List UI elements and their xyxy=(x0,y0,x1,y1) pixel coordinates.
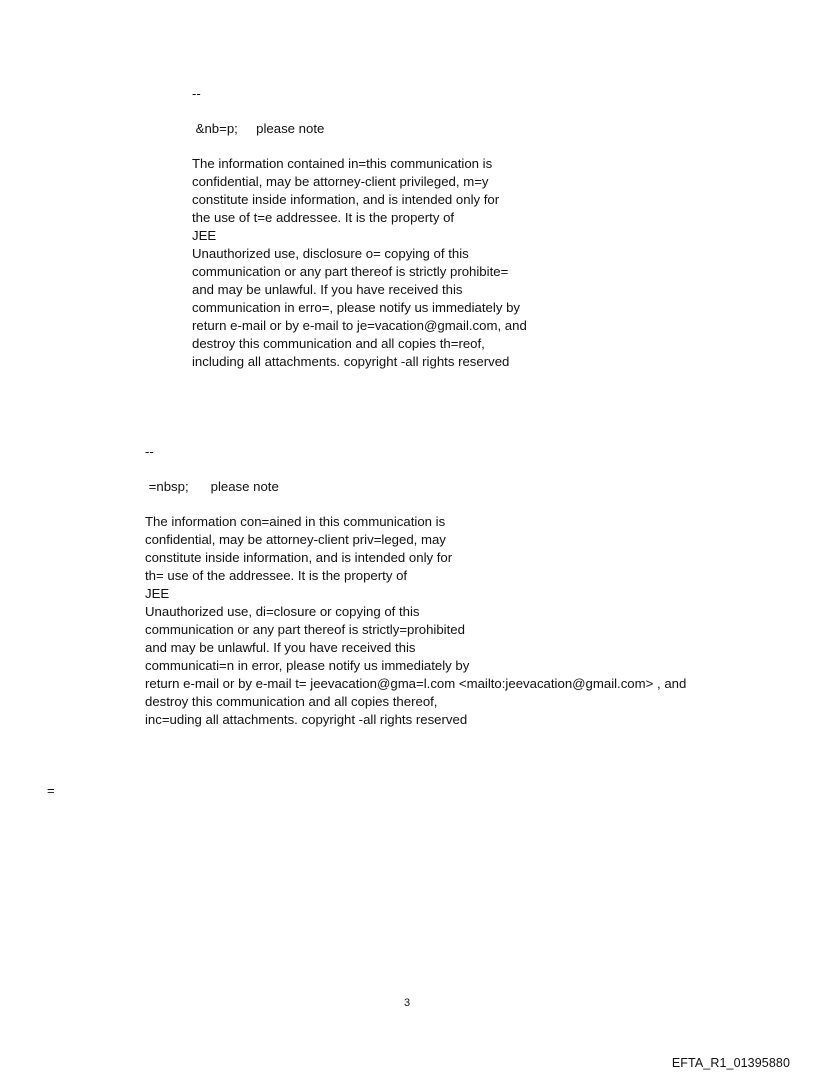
disclaimer-line: and may be unlawful. If you have received this xyxy=(145,640,416,655)
disclaimer-line: return e-mail or by e-mail t= jeevacation@gma=l.com <mailto:jeevacation@gmail.com> , and xyxy=(145,676,687,691)
disclaimer-line: The information con=ained in this communication is xyxy=(145,514,446,529)
disclaimer-line: confidential, may be attorney-client priv=leged, may xyxy=(145,532,446,547)
disclaimer-line: constitute inside information, and is intended only for xyxy=(192,192,500,207)
please-note-2: =nbsp; please note xyxy=(145,479,279,494)
disclaimer-line: destroy this communication and all copies th=reof, xyxy=(192,336,485,351)
disclaimer-line: destroy this communication and all copies thereof, xyxy=(145,694,438,709)
disclaimer-line: communication or any part thereof is strictly=prohibited xyxy=(145,622,465,637)
disclaimer-line: communication in erro=, please notify us immediately by xyxy=(192,300,521,315)
disclaimer-line: JEE xyxy=(192,228,217,243)
disclaimer-line: Unauthorized use, di=closure or copying of this xyxy=(145,604,420,619)
separator-2: -- xyxy=(145,444,154,459)
disclaimer-line: communicati=n in error, please notify us immediately by xyxy=(145,658,470,673)
disclaimer-line: communication or any part thereof is strictly prohibite= xyxy=(192,264,509,279)
please-note-1: &nb=p; please note xyxy=(192,121,325,136)
disclaimer-line: The information contained in=this communication is xyxy=(192,156,493,171)
document-id: EFTA_R1_01395880 xyxy=(671,1056,790,1070)
disclaimer-line: confidential, may be attorney-client privileged, m=y xyxy=(192,174,489,189)
disclaimer-line: constitute inside information, and is intended only for xyxy=(145,550,453,565)
disclaimer-line: and may be unlawful. If you have received this xyxy=(192,282,463,297)
trailing-equals: = xyxy=(47,783,55,798)
disclaimer-line: the use of t=e addressee. It is the property of xyxy=(192,210,455,225)
disclaimer-line: including all attachments. copyright -all rights reserved xyxy=(192,354,510,369)
separator-1: -- xyxy=(192,86,201,101)
disclaimer-line: JEE xyxy=(145,586,170,601)
disclaimer-block-2 xyxy=(145,513,686,729)
disclaimer-line: th= use of the addressee. It is the property of xyxy=(145,568,408,583)
disclaimer-line: return e-mail or by e-mail to je=vacation@gmail.com, and xyxy=(192,318,527,333)
disclaimer-line: inc=uding all attachments. copyright -all rights reserved xyxy=(145,712,468,727)
page-number: 3 xyxy=(404,997,411,1009)
disclaimer-block-1 xyxy=(192,155,527,371)
disclaimer-line: Unauthorized use, disclosure o= copying of this xyxy=(192,246,469,261)
